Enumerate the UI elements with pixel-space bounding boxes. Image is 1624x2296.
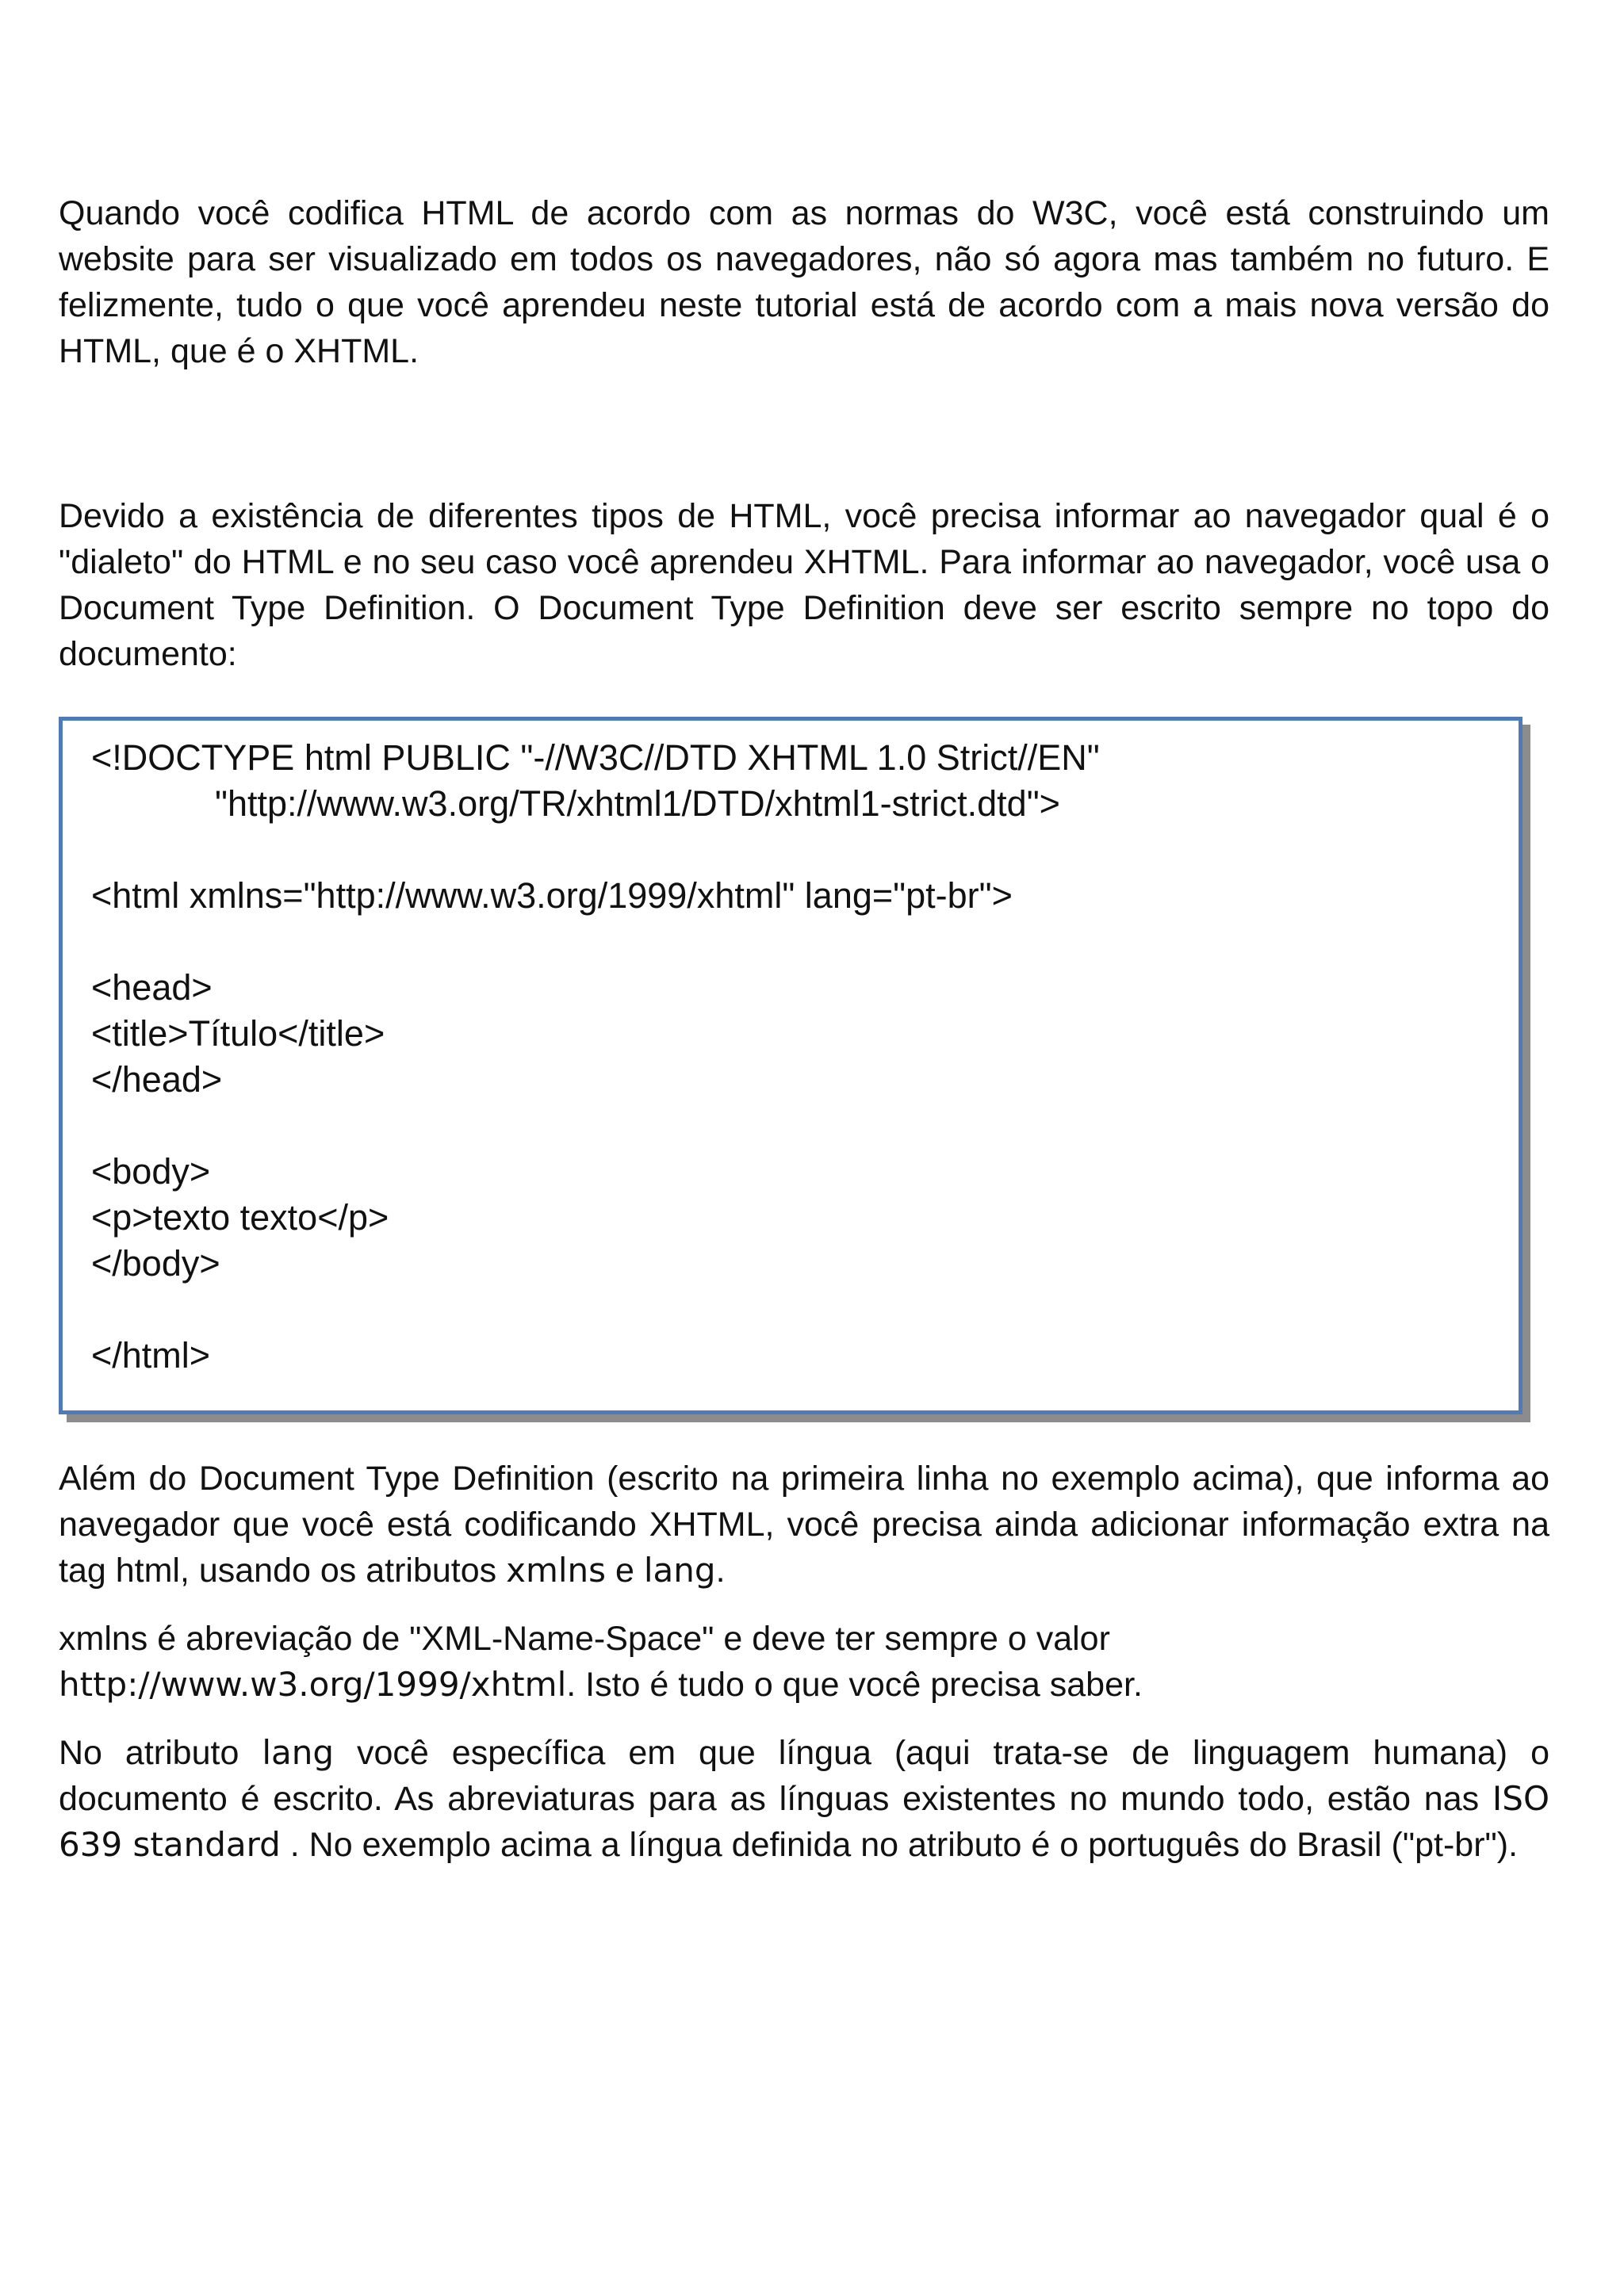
lang-text-end: . No exemplo acima a língua definida no atributo é o português do Brasil ("pt-br"). xyxy=(280,1826,1519,1864)
code-line-paragraph: <p>texto texto</p> xyxy=(91,1197,389,1238)
xmlns-text: xmlns é abreviação de "XML-Name-Space" e deve ter sempre o valor xyxy=(59,1620,1110,1658)
code-line-head-open: <head> xyxy=(91,967,213,1008)
xmlns-attribute-term: xmlns xyxy=(506,1551,607,1590)
code-line-body-close: </body> xyxy=(91,1243,220,1284)
code-blank-line xyxy=(91,1287,1490,1333)
xmlns-url: http://www.w3.org/1999/xhtml xyxy=(59,1665,567,1704)
iso-standard-term: ISO 639 standard xyxy=(59,1779,1549,1864)
code-line-html-open: <html xmlns="http://www.w3.org/1999/xhtml" lang="pt-br"> xyxy=(91,875,1013,916)
after-code-paragraph xyxy=(59,1456,1549,1594)
after-code-conjunction: e xyxy=(606,1552,644,1590)
code-line-body-open: <body> xyxy=(91,1151,211,1192)
lang-text-start: No atributo xyxy=(59,1734,262,1772)
xmlns-text-after: . Isto é tudo o que você precisa saber. xyxy=(566,1666,1143,1704)
code-line-dtd-url: "http://www.w3.org/TR/xhtml1/DTD/xhtml1-strict.dtd"> xyxy=(215,783,1060,824)
document-page xyxy=(59,190,1549,1868)
code-example-box xyxy=(59,717,1522,1414)
after-code-text: Além do Document Type Definition (escrito na primeira linha no exemplo acima), que informa ao navegador que você está codificando XHTML, você precisa ainda adicionar informação extra na tag html, usando os atributos xyxy=(59,1460,1549,1590)
lang-attribute-term: lang xyxy=(643,1551,716,1590)
doctype-intro-paragraph: Devido a existência de diferentes tipos de HTML, você precisa informar ao navegador qual é o "dialeto" do HTML e no seu caso você aprendeu XHTML. Para informar ao navegador, você usa o Document Type Definition. O Document Type Definition deve ser escrito sempre no topo do documento: xyxy=(59,497,1549,673)
code-blank-line xyxy=(91,1103,1490,1149)
after-code-period: . xyxy=(715,1552,726,1590)
lang-attribute-term: lang xyxy=(262,1733,335,1772)
code-line-doctype: <!DOCTYPE html PUBLIC "-//W3C//DTD XHTML 1.0 Strict//EN" xyxy=(91,737,1100,778)
xmlns-paragraph xyxy=(59,1616,1549,1708)
code-blank-line xyxy=(91,827,1490,873)
lang-text-middle: você específica em que língua (aqui trata-se de linguagem humana) o documento é escrito. As abreviaturas para as línguas existentes no mundo todo, estão nas xyxy=(59,1734,1549,1818)
code-line-head-close: </head> xyxy=(91,1059,223,1100)
intro-paragraph: Quando você codifica HTML de acordo com as normas do W3C, você está construindo um website para ser visualizado em todos os navegadores, não só agora mas também no futuro. E felizmente, tudo o que você aprendeu neste tutorial está de acordo com a mais nova versão do HTML, que é o XHTML. xyxy=(59,194,1549,370)
code-line-html-close: </html> xyxy=(91,1335,211,1376)
code-line-title: <title>Título</title> xyxy=(91,1013,385,1054)
code-blank-line xyxy=(91,919,1490,965)
lang-paragraph xyxy=(59,1730,1549,1868)
